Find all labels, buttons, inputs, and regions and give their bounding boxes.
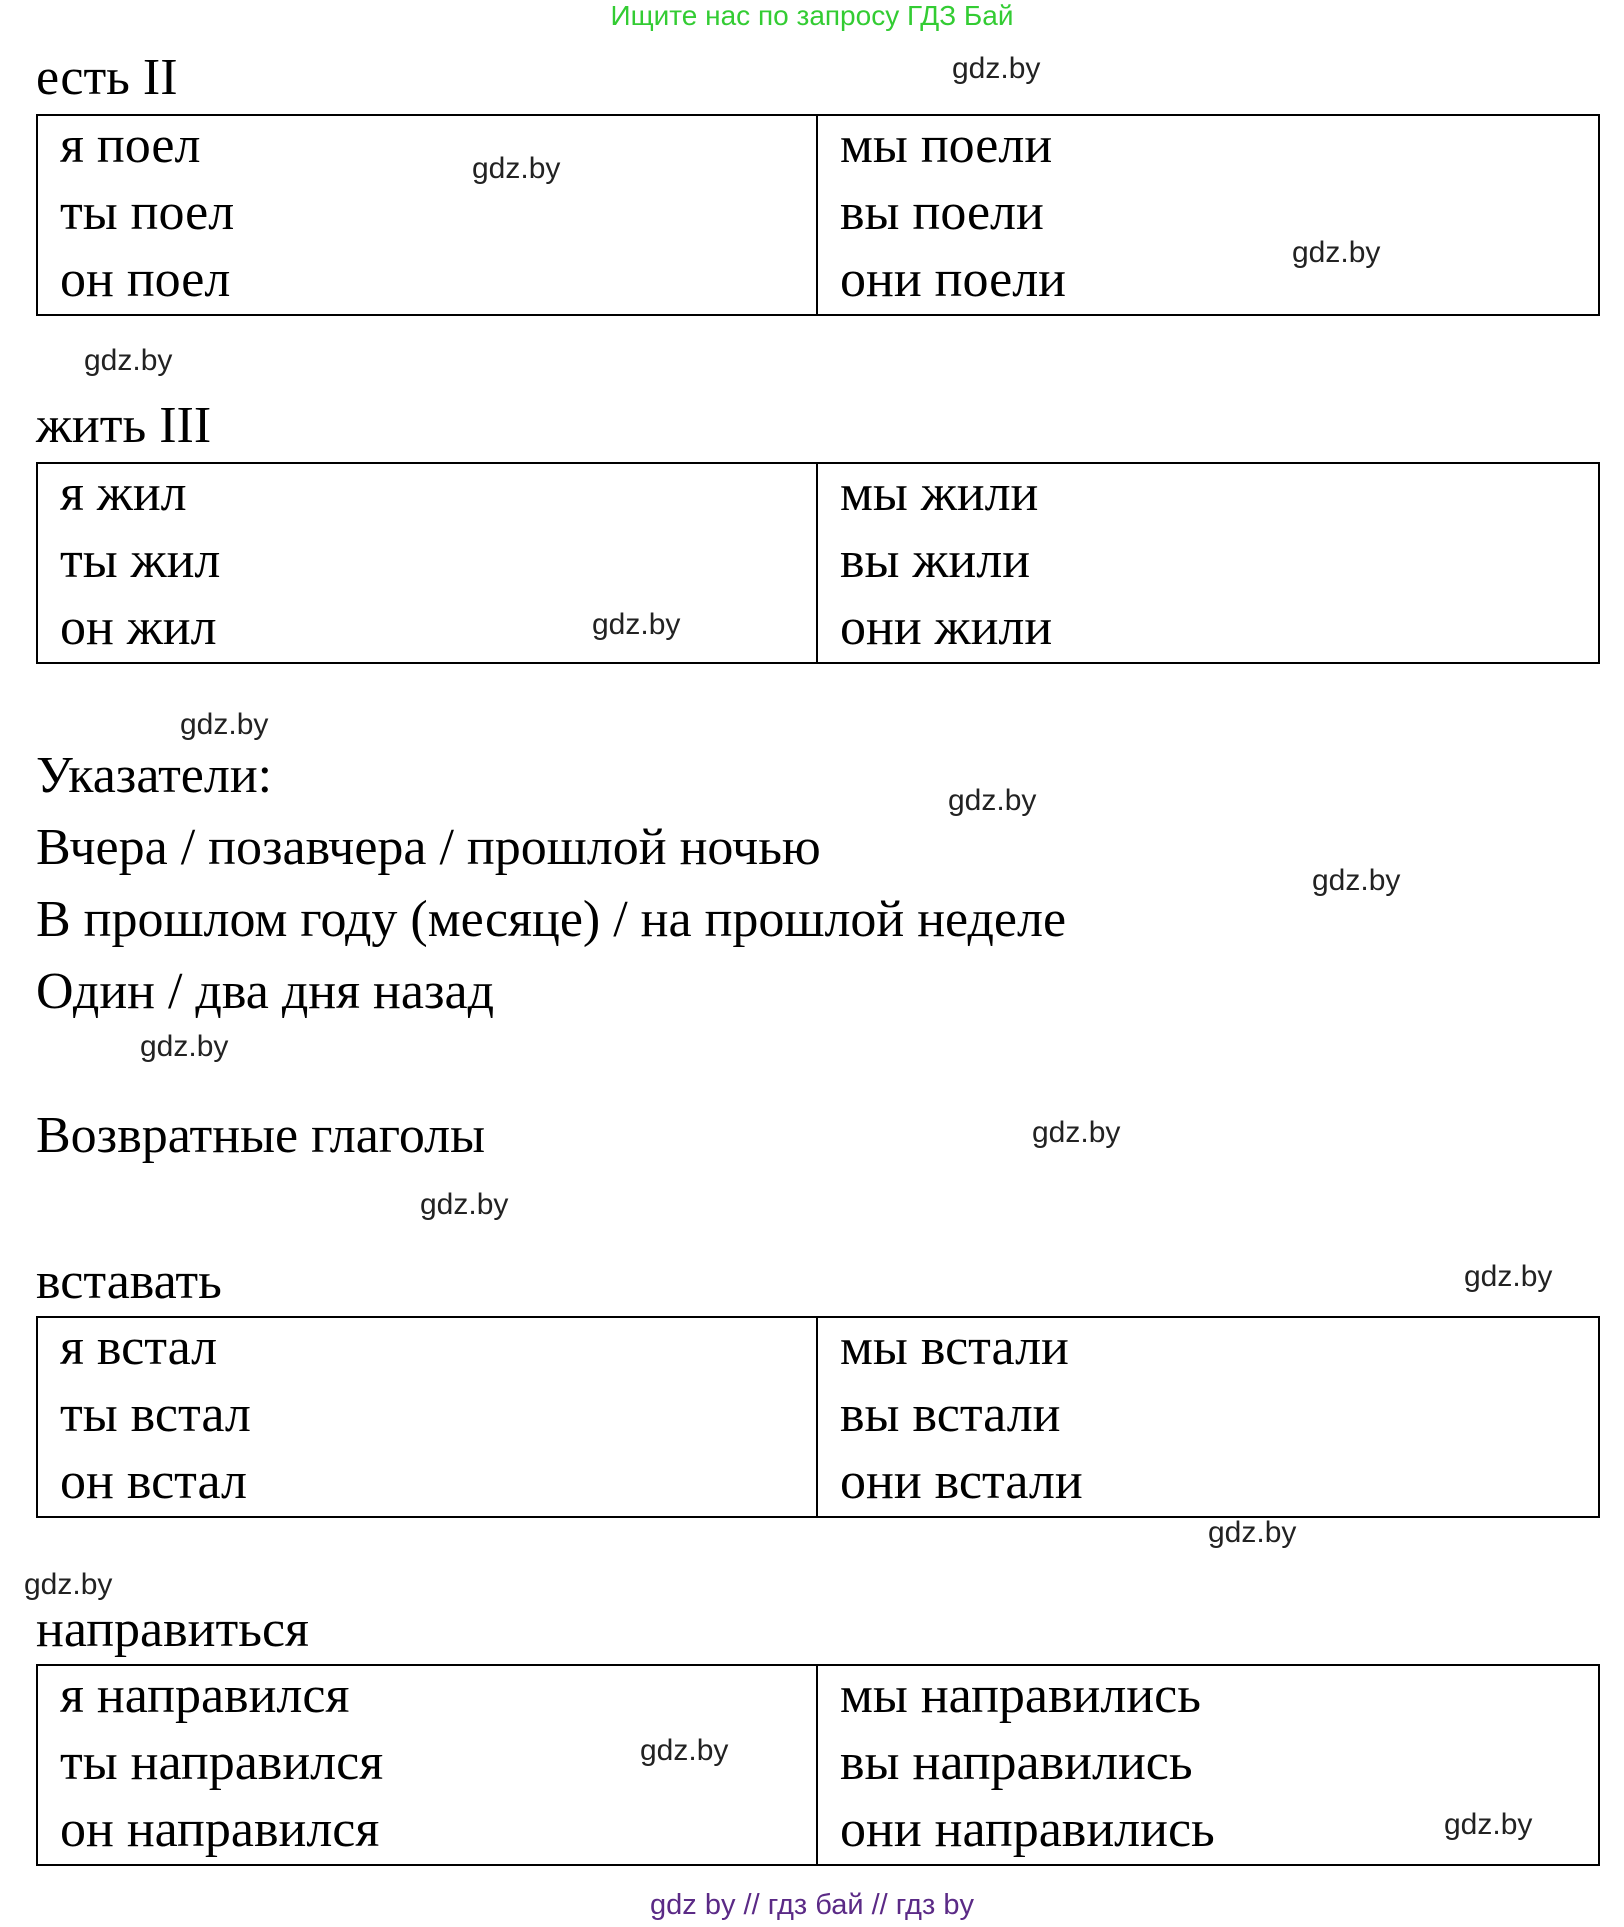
form-ya: я направился xyxy=(60,1667,350,1724)
form-vy: вы встали xyxy=(840,1386,1061,1443)
watermark: gdz.by xyxy=(948,784,1037,817)
watermark: gdz.by xyxy=(640,1734,729,1767)
form-ty: ты направился xyxy=(60,1734,384,1791)
top-banner: Ищите нас по запросу ГДЗ Бай xyxy=(610,0,1014,31)
plural-column xyxy=(818,1318,1598,1516)
form-oni: они поели xyxy=(840,251,1066,308)
conjugation-table-vstavat xyxy=(36,1316,1600,1518)
form-ya: я встал xyxy=(60,1319,218,1376)
watermark: gdz.by xyxy=(24,1568,113,1601)
watermark: gdz.by xyxy=(952,52,1041,85)
indicators-title: Указатели: xyxy=(36,747,273,804)
watermark: gdz.by xyxy=(180,708,269,741)
singular-column xyxy=(38,1318,818,1516)
form-vy: вы жили xyxy=(840,532,1031,589)
form-ty: ты жил xyxy=(60,532,221,589)
indicator-line: Один / два дня назад xyxy=(36,963,495,1020)
form-oni: они жили xyxy=(840,599,1053,656)
singular-column xyxy=(38,116,818,314)
verb-heading-vstavat: вставать xyxy=(36,1253,222,1310)
verb-heading-napravitsya: направиться xyxy=(36,1601,309,1658)
form-on: он жил xyxy=(60,599,217,656)
form-my: мы направились xyxy=(840,1667,1201,1724)
indicator-line: Вчера / позавчера / прошлой ночью xyxy=(36,819,821,876)
plural-column xyxy=(818,464,1598,662)
form-vy: вы поели xyxy=(840,184,1044,241)
watermark: gdz.by xyxy=(592,608,681,641)
watermark: gdz.by xyxy=(84,344,173,377)
watermark: gdz.by xyxy=(1312,864,1401,897)
form-ya: я поел xyxy=(60,117,201,174)
form-on: он встал xyxy=(60,1453,248,1510)
form-ty: ты поел xyxy=(60,184,235,241)
conjugation-table-est xyxy=(36,114,1600,316)
watermark: gdz.by xyxy=(1464,1260,1553,1293)
watermark: gdz.by xyxy=(1444,1808,1533,1841)
watermark: gdz.by xyxy=(140,1030,229,1063)
watermark: gdz.by xyxy=(420,1188,509,1221)
form-my: мы жили xyxy=(840,465,1039,522)
watermark: gdz.by xyxy=(472,152,561,185)
indicator-line: В прошлом году (месяце) / на прошлой неделе xyxy=(36,891,1067,948)
form-oni: они встали xyxy=(840,1453,1083,1510)
form-my: мы поели xyxy=(840,117,1053,174)
form-on: он поел xyxy=(60,251,231,308)
form-ty: ты встал xyxy=(60,1386,251,1443)
watermark: gdz.by xyxy=(1208,1516,1297,1549)
form-vy: вы направились xyxy=(840,1734,1193,1791)
plural-column xyxy=(818,116,1598,314)
verb-heading-zhit: жить III xyxy=(36,397,212,454)
watermark: gdz.by xyxy=(1292,236,1381,269)
form-ya: я жил xyxy=(60,465,187,522)
verb-heading-est: есть II xyxy=(36,49,178,106)
conjugation-table-napravitsya xyxy=(36,1664,1600,1866)
singular-column xyxy=(38,464,818,662)
conjugation-table-zhit xyxy=(36,462,1600,664)
reflexive-verbs-title: Возвратные глаголы xyxy=(36,1107,486,1164)
footer-links: gdz by // гдз бай // гдз by xyxy=(650,1889,974,1921)
form-on: он направился xyxy=(60,1801,380,1858)
form-oni: они направились xyxy=(840,1801,1215,1858)
form-my: мы встали xyxy=(840,1319,1069,1376)
watermark: gdz.by xyxy=(1032,1116,1121,1149)
